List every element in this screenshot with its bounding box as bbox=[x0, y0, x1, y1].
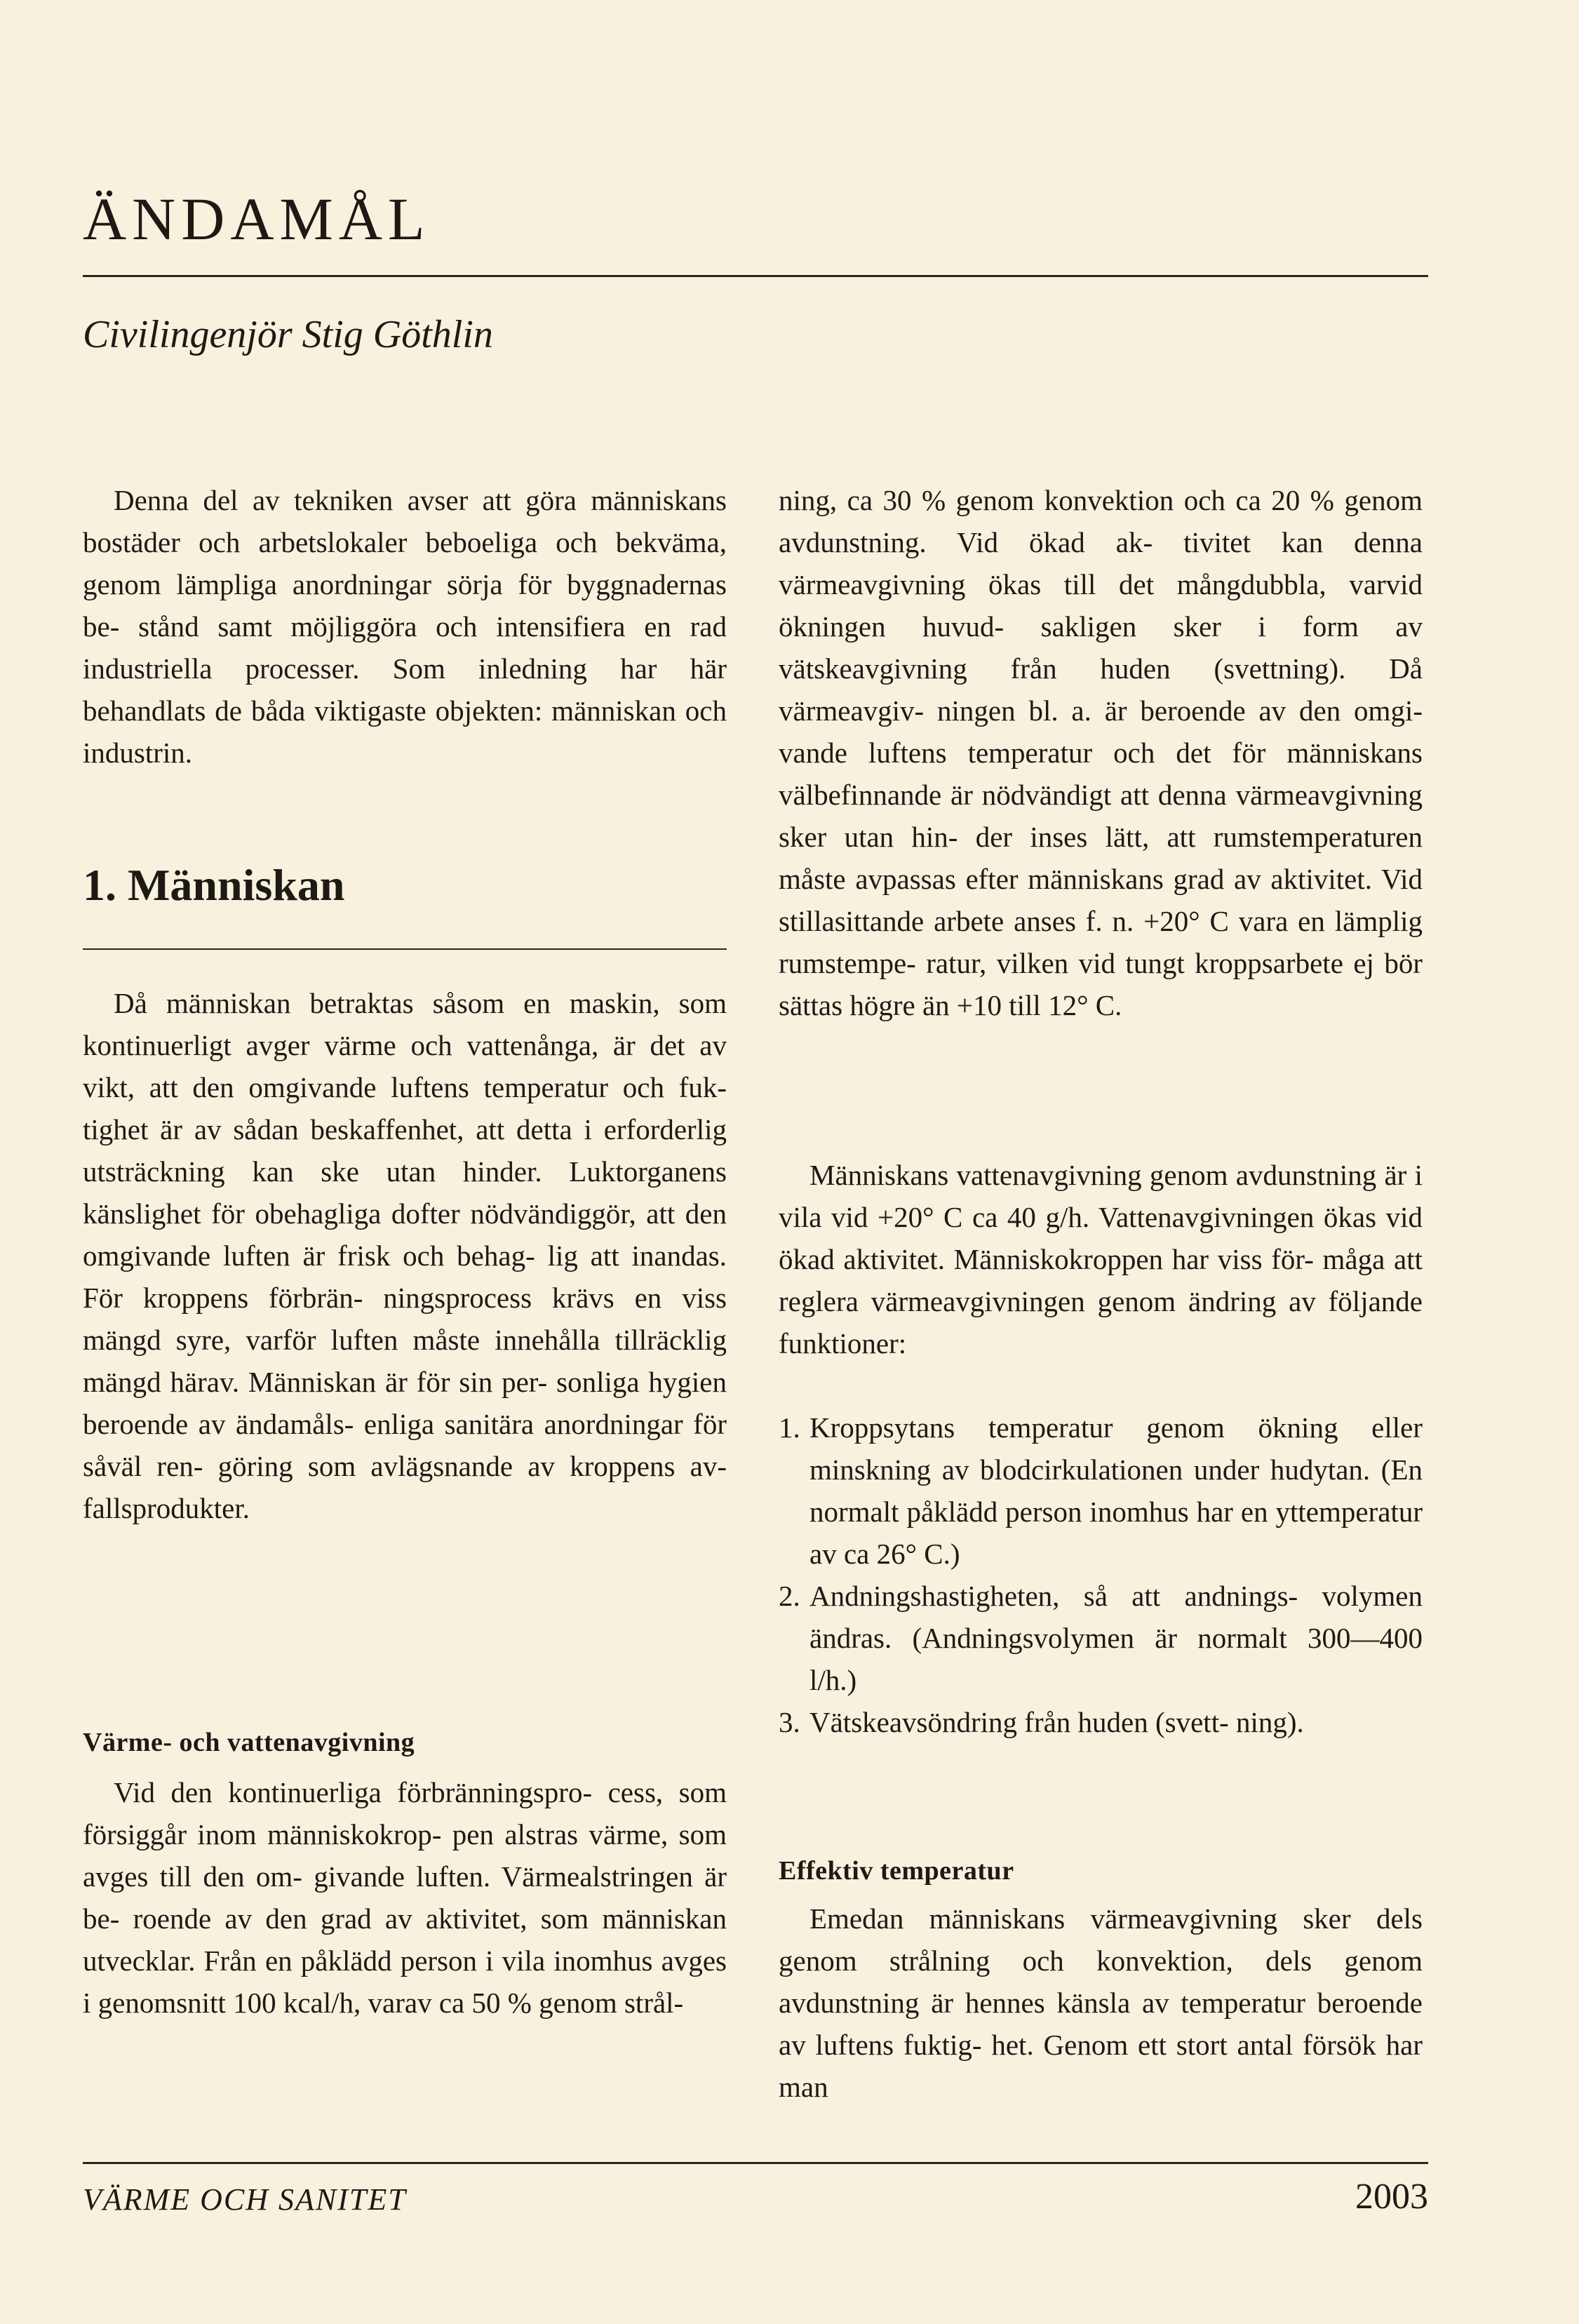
title-rule bbox=[83, 275, 1428, 277]
subheading-warmth: Värme- och vattenavgivning bbox=[83, 1728, 415, 1757]
section-paragraph: Då människan betraktas såsom en maskin, som kontinuerligt avger värme och vattenånga, är det av vikt, att den omgivande luftens temperatur och fuk- tighet är av sådan beskaffenhet, att detta i erforderlig utsträckning kan ske utan hinder. Luktorganens känslighet för obehagliga dofter nödvändiggör, att den omgivande luften är frisk och behag- lig att inandas. För kroppens förbrän- ningsprocess krävs en viss mängd syre, varför luften måste innehålla tillräcklig mängd härav. Människan är för sin per- sonliga hygien beroende av ändamåls- enliga sanitära anordningar för såväl ren- göring som avlägsnande av kroppens av- fallsprodukter. bbox=[83, 987, 727, 1524]
page-number: 2003 bbox=[1355, 2177, 1428, 2217]
warmth-paragraph: Vid den kontinuerliga förbränningspro- cess, som försiggår inom människokrop- pen alstras värme, som avges till den om- givande luften. Värmealstringen är be- roende av den grad av aktivitet, som människan utvecklar. Från en påklädd person i vila inomhus avges i genomsnitt 100 kcal/h, varav ca 50 % genom strål- bbox=[83, 1776, 727, 2019]
subheading-effective-temperature: Effektiv temperatur bbox=[779, 1856, 1014, 1886]
list-number: 1. bbox=[779, 1411, 800, 1444]
effective-temperature-paragraph: Emedan människans värmeavgivning sker dels genom strålning och konvektion, dels genom avdunstning är hennes känsla av temperatur beroende av luftens fuktig- het. Genom ett stort antal försök har man bbox=[779, 1902, 1423, 2103]
list-number: 3. bbox=[779, 1706, 800, 1738]
list-number: 2. bbox=[779, 1580, 800, 1612]
continuation-paragraph: ning, ca 30 % genom konvektion och ca 20 % genom avdunstning. Vid ökad ak- tivitet kan denna värmeavgivning ökas till det mångdubbla, varvid ökningen huvud- sakligen sker i form av vätskeavgivning från huden (svettning). Då värmeavgiv- ningen bl. a. är beroende av den omgi- vande luftens temperatur och det för människans välbefinnande är nödvändigt att denna värmeavgivning sker utan hin- der inses lätt, att rumstemperaturen måste avpassas efter människans grad av aktivitet. Vid stillasittande arbete anses f. n. +20° C vara en lämplig rumstempe- ratur, vilken vid tungt kroppsarbete ej bör sättas högre än +10 till 12° C. bbox=[779, 484, 1423, 1021]
author-line: Civilingenjör Stig Göthlin bbox=[83, 313, 493, 356]
footer-rule bbox=[83, 2162, 1428, 2164]
list-item bbox=[779, 1575, 1423, 1701]
intro-paragraph: Denna del av tekniken avser att göra människans bostäder och arbetslokaler beboeliga och bekväma, genom lämpliga anordningar sörja för byggnadernas be- stånd samt möjliggöra och intensifiera en rad industriella processer. Som inledning har här behandlats de båda viktigaste objekten: människan och industrin. bbox=[83, 484, 727, 769]
section-rule bbox=[83, 948, 727, 950]
list-text: Vätskeavsöndring från huden (svett- ning). bbox=[809, 1706, 1304, 1738]
function-list bbox=[779, 1406, 1423, 1743]
list-item bbox=[779, 1406, 1423, 1575]
list-item bbox=[779, 1701, 1423, 1743]
list-text: Kroppsytans temperatur genom ökning eller minskning av blodcirkulationen under hudytan. (En normalt påklädd person inomhus har en yttemperatur av ca 26° C.) bbox=[809, 1411, 1423, 1570]
water-paragraph: Människans vattenavgivning genom avdunstning är i vila vid +20° C ca 40 g/h. Vattenavgivningen ökas vid ökad aktivitet. Människokroppen har viss för- måga att reglera värmeavgivningen genom ändring av följande funktioner: bbox=[779, 1159, 1423, 1359]
page-title: ÄNDAMÅL bbox=[83, 185, 431, 253]
footer-journal: VÄRME OCH SANITET bbox=[83, 2182, 407, 2217]
list-text: Andningshastigheten, så att andnings- volymen ändras. (Andningsvolymen är normalt 300—400 l/h.) bbox=[809, 1580, 1423, 1696]
section-heading: 1. Människan bbox=[83, 860, 345, 910]
